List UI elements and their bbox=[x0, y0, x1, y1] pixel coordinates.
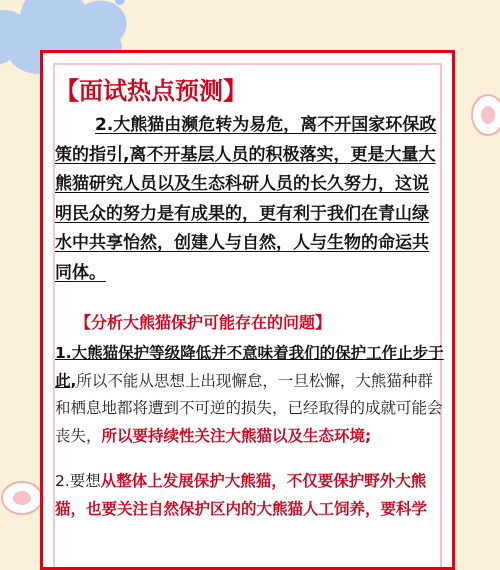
para3-highlight: 从整体上发展保护大熊猫，不仅要保护野外大熊猫，也要关注自然保护区内的大熊猫人工饲养，要科学 bbox=[55, 472, 428, 518]
article-content bbox=[55, 75, 445, 523]
section-heading: 【面试热点预测】 bbox=[55, 77, 247, 105]
para2-highlight: 所以要持续性关注大熊猫以及生态环境; bbox=[101, 426, 372, 445]
para2-text: 所以不能从思想上出现懈怠，一旦松懈，大熊猫种群和栖息地都将遭到不可逆的损失，已经取得的成就可能会丧失， bbox=[55, 371, 443, 445]
para3-text: 2.要想 bbox=[55, 472, 101, 490]
paw-decoration bbox=[460, 85, 500, 145]
para2-underlined: 1.大熊猫保护等级降低并不意味着我们的保护工作止步于此, bbox=[55, 344, 444, 390]
paragraph-3 bbox=[55, 468, 445, 523]
paragraph-1: 2.大熊猫由濒危转为易危，离不开国家环保政策的指引,离不开基层人员的积极落实，更是大量大熊猫研究人员以及生态科研人员的长久努力，这说明民众的努力是有成果的，更有利于我们在青山绿水中共享怡然，创建人与自然，人与生物的命运共同体。 bbox=[55, 115, 437, 283]
paragraph-2 bbox=[55, 340, 445, 450]
subsection-heading: 【分析大熊猫保护可能存在的问题】 bbox=[75, 313, 332, 332]
